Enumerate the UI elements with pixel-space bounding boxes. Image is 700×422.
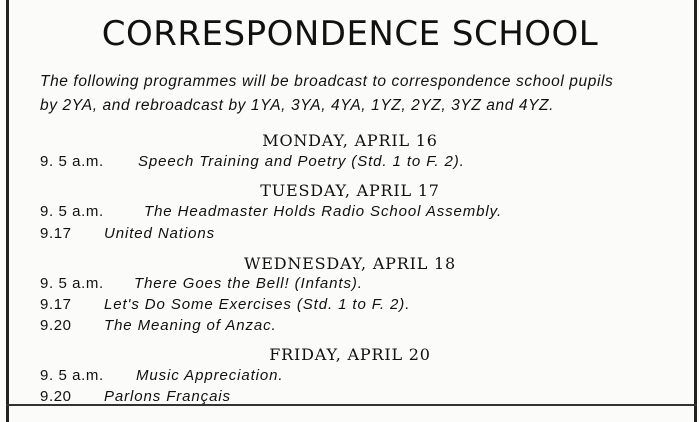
broadcast-time: 9.17 (40, 225, 72, 242)
day-heading-wednesday: WEDNESDAY, APRIL 18 (244, 254, 456, 273)
programme-title: Speech Training and Poetry (Std. 1 to F. 2). (138, 153, 465, 170)
day-heading-monday: MONDAY, APRIL 16 (262, 131, 438, 150)
intro-line-1: The following programmes will be broadcast to correspondence school pupils (40, 73, 614, 90)
broadcast-time: 9.17 (40, 296, 72, 313)
broadcast-time: 9.20 (40, 388, 72, 405)
broadcast-time: 9. 5 a.m. (40, 275, 104, 292)
page-title: CORRESPONDENCE SCHOOL (101, 14, 599, 54)
broadcast-time: 9.20 (40, 317, 72, 334)
programme-title: Let's Do Some Exercises (Std. 1 to F. 2). (104, 296, 411, 313)
programme-title: Parlons Français (104, 388, 231, 405)
day-heading-friday: FRIDAY, APRIL 20 (269, 345, 431, 364)
programme-title: The Meaning of Anzac. (104, 317, 277, 334)
broadcast-time: 9. 5 a.m. (40, 153, 104, 170)
broadcast-time: 9. 5 a.m. (40, 367, 104, 384)
programme-title: There Goes the Bell! (Infants). (134, 275, 363, 292)
programme-title: Music Appreciation. (136, 367, 284, 384)
day-heading-tuesday: TUESDAY, APRIL 17 (260, 181, 440, 200)
programme-title: The Headmaster Holds Radio School Assembly. (144, 203, 503, 220)
intro-line-2: by 2YA, and rebroadcast by 1YA, 3YA, 4YA, 1YZ, 2YZ, 3YZ and 4YZ. (40, 97, 555, 114)
programme-title: United Nations (104, 225, 215, 242)
broadcast-time: 9. 5 a.m. (40, 203, 104, 220)
